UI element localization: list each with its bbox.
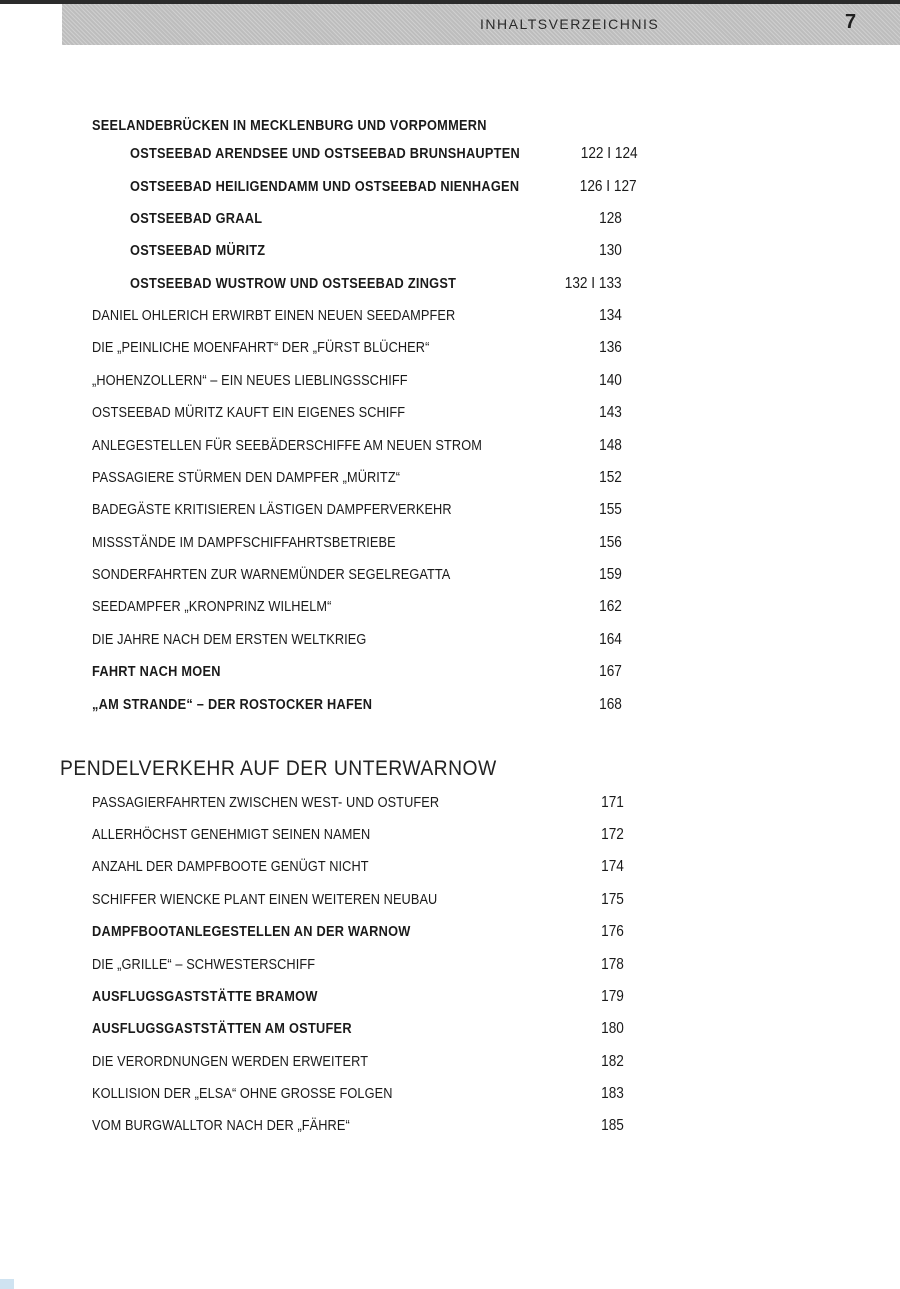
toc-entry bbox=[92, 823, 624, 847]
toc-entry-page: 171 bbox=[601, 794, 624, 811]
toc-entry-page: 164 bbox=[599, 631, 622, 648]
toc-entry bbox=[92, 336, 622, 360]
toc-entry-title: AUSFLUGSGASTSTÄTTE BRAMOW bbox=[92, 989, 318, 1005]
toc-entry bbox=[92, 498, 622, 522]
toc-entry-title: „AM STRANDE“ – DER ROSTOCKER HAFEN bbox=[92, 697, 373, 713]
toc-entry-title: SEEDAMPFER „KRONPRINZ WILHELM“ bbox=[92, 599, 332, 615]
toc-entry bbox=[92, 888, 624, 912]
toc-entry-page: 130 bbox=[599, 242, 622, 259]
running-header-title: INHALTSVERZEICHNIS bbox=[480, 16, 660, 32]
page-number: 7 bbox=[845, 11, 857, 33]
toc-entry bbox=[92, 855, 624, 879]
toc-entry-page: 179 bbox=[601, 988, 624, 1005]
toc-entry-page: 134 bbox=[599, 307, 622, 324]
toc-entry bbox=[130, 272, 622, 296]
toc-entry-page: 172 bbox=[601, 826, 624, 843]
toc-entry-title: OSTSEEBAD MÜRITZ KAUFT EIN EIGENES SCHIFF bbox=[92, 405, 406, 421]
toc-entry-page: 168 bbox=[599, 696, 622, 713]
toc-entry-page: 152 bbox=[599, 469, 622, 486]
toc-entry-title: OSTSEEBAD GRAAL bbox=[130, 211, 263, 227]
toc-entry bbox=[92, 401, 622, 425]
toc-entry-title: ANLEGESTELLEN FÜR SEEBÄDERSCHIFFE AM NEUEN STROM bbox=[92, 438, 482, 454]
toc-entry-page: 167 bbox=[599, 663, 622, 680]
toc-entry bbox=[130, 207, 622, 231]
toc-entry-title: PASSAGIERFAHRTEN ZWISCHEN WEST- UND OSTUFER bbox=[92, 795, 440, 811]
toc-entry bbox=[92, 434, 622, 458]
toc-entry-page: 122 I 124 bbox=[580, 145, 638, 162]
toc-entry-title: DIE VERORDNUNGEN WERDEN ERWEITERT bbox=[92, 1054, 369, 1070]
toc-entry-page: 178 bbox=[601, 956, 624, 973]
toc-entry-title: MISSSTÄNDE IM DAMPFSCHIFFAHRTSBETRIEBE bbox=[92, 535, 396, 551]
toc-entry-page: 175 bbox=[601, 891, 624, 908]
toc-entry-page: 136 bbox=[599, 339, 622, 356]
toc-entry-title: OSTSEEBAD ARENDSEE UND OSTSEEBAD BRUNSHAUPTEN bbox=[130, 146, 521, 162]
toc-entry bbox=[92, 369, 622, 393]
toc-entry-title: SCHIFFER WIENCKE PLANT EINEN WEITEREN NEUBAU bbox=[92, 892, 438, 908]
toc-entry bbox=[92, 985, 624, 1009]
toc-entry-title: SEELANDEBRÜCKEN IN MECKLENBURG UND VORPOMMERN bbox=[92, 118, 487, 134]
toc-entry-page: 126 I 127 bbox=[580, 178, 638, 195]
toc-entry bbox=[92, 1050, 624, 1074]
toc-entry-title: PASSAGIERE STÜRMEN DEN DAMPFER „MÜRITZ“ bbox=[92, 470, 401, 486]
toc-entry-title: OSTSEEBAD WUSTROW UND OSTSEEBAD ZINGST bbox=[130, 276, 457, 292]
toc-entry bbox=[92, 1082, 624, 1106]
toc-entry-title: KOLLISION DER „ELSA“ OHNE GROSSE FOLGEN bbox=[92, 1086, 393, 1102]
toc-entry-page: 176 bbox=[601, 923, 624, 940]
toc-entry-title: OSTSEEBAD HEILIGENDAMM UND OSTSEEBAD NIENHAGEN bbox=[130, 179, 520, 195]
toc-entry-title: DAMPFBOOTANLEGESTELLEN AN DER WARNOW bbox=[92, 924, 411, 940]
toc-entry-title: BADEGÄSTE KRITISIEREN LÄSTIGEN DAMPFERVERKEHR bbox=[92, 502, 452, 518]
toc-entry-title: „HOHENZOLLERN“ – EIN NEUES LIEBLINGSSCHIFF bbox=[92, 373, 408, 389]
toc-entry bbox=[92, 920, 624, 944]
toc-entry bbox=[92, 466, 622, 490]
toc-entry bbox=[92, 595, 622, 619]
toc-entry bbox=[92, 660, 622, 684]
toc-entry-page: 174 bbox=[601, 858, 624, 875]
toc-entry-page: 128 bbox=[599, 210, 622, 227]
toc-entry-page: 155 bbox=[599, 501, 622, 518]
toc-entry bbox=[92, 1017, 624, 1041]
toc-entry-page: 182 bbox=[601, 1053, 624, 1070]
toc-entry-title: ALLERHÖCHST GENEHMIGT SEINEN NAMEN bbox=[92, 827, 371, 843]
toc-entry-page: 143 bbox=[599, 404, 622, 421]
toc-entry-title: DIE „PEINLICHE MOENFAHRT“ DER „FÜRST BLÜCHER“ bbox=[92, 340, 430, 356]
toc-entry-title: FAHRT NACH MOEN bbox=[92, 664, 221, 680]
toc-entry-title: DIE „GRILLE“ – SCHWESTERSCHIFF bbox=[92, 957, 316, 973]
toc-entry-title: DIE JAHRE NACH DEM ERSTEN WELTKRIEG bbox=[92, 632, 367, 648]
toc-entry-title: VOM BURGWALLTOR NACH DER „FÄHRE“ bbox=[92, 1118, 350, 1134]
toc-entry-title: AUSFLUGSGASTSTÄTTEN AM OSTUFER bbox=[92, 1021, 352, 1037]
toc-entry bbox=[92, 953, 624, 977]
toc-entry-title: ANZAHL DER DAMPFBOOTE GENÜGT NICHT bbox=[92, 859, 369, 875]
toc-entry-title: OSTSEEBAD MÜRITZ bbox=[130, 243, 266, 259]
toc-entry bbox=[92, 531, 622, 555]
toc-section-title bbox=[92, 114, 622, 138]
toc-entry-page: 162 bbox=[599, 598, 622, 615]
scan-edge-mark bbox=[0, 1279, 14, 1289]
toc-entry bbox=[92, 563, 622, 587]
toc-entry bbox=[130, 142, 638, 166]
toc-entry bbox=[92, 1114, 624, 1138]
toc-entry bbox=[130, 175, 638, 199]
toc-entry-page: 180 bbox=[601, 1020, 624, 1037]
toc-entry bbox=[92, 304, 622, 328]
toc-entry-page: 132 I 133 bbox=[565, 275, 622, 292]
toc-entry-page: 156 bbox=[599, 534, 622, 551]
toc-entry-page: 140 bbox=[599, 372, 622, 389]
toc-entry-title: SONDERFAHRTEN ZUR WARNEMÜNDER SEGELREGATTA bbox=[92, 567, 451, 583]
toc-entry-page: 159 bbox=[599, 566, 622, 583]
toc-entry bbox=[130, 239, 622, 263]
toc-entry bbox=[92, 693, 622, 717]
toc-entry bbox=[92, 791, 624, 815]
toc-entry-page: 148 bbox=[599, 437, 622, 454]
toc-entry-page: 185 bbox=[601, 1117, 624, 1134]
toc-entry-page: 183 bbox=[601, 1085, 624, 1102]
section-heading: PENDELVERKEHR AUF DER UNTERWARNOW bbox=[60, 757, 497, 780]
toc-entry-title: DANIEL OHLERICH ERWIRBT EINEN NEUEN SEEDAMPFER bbox=[92, 308, 456, 324]
toc-entry bbox=[92, 628, 622, 652]
